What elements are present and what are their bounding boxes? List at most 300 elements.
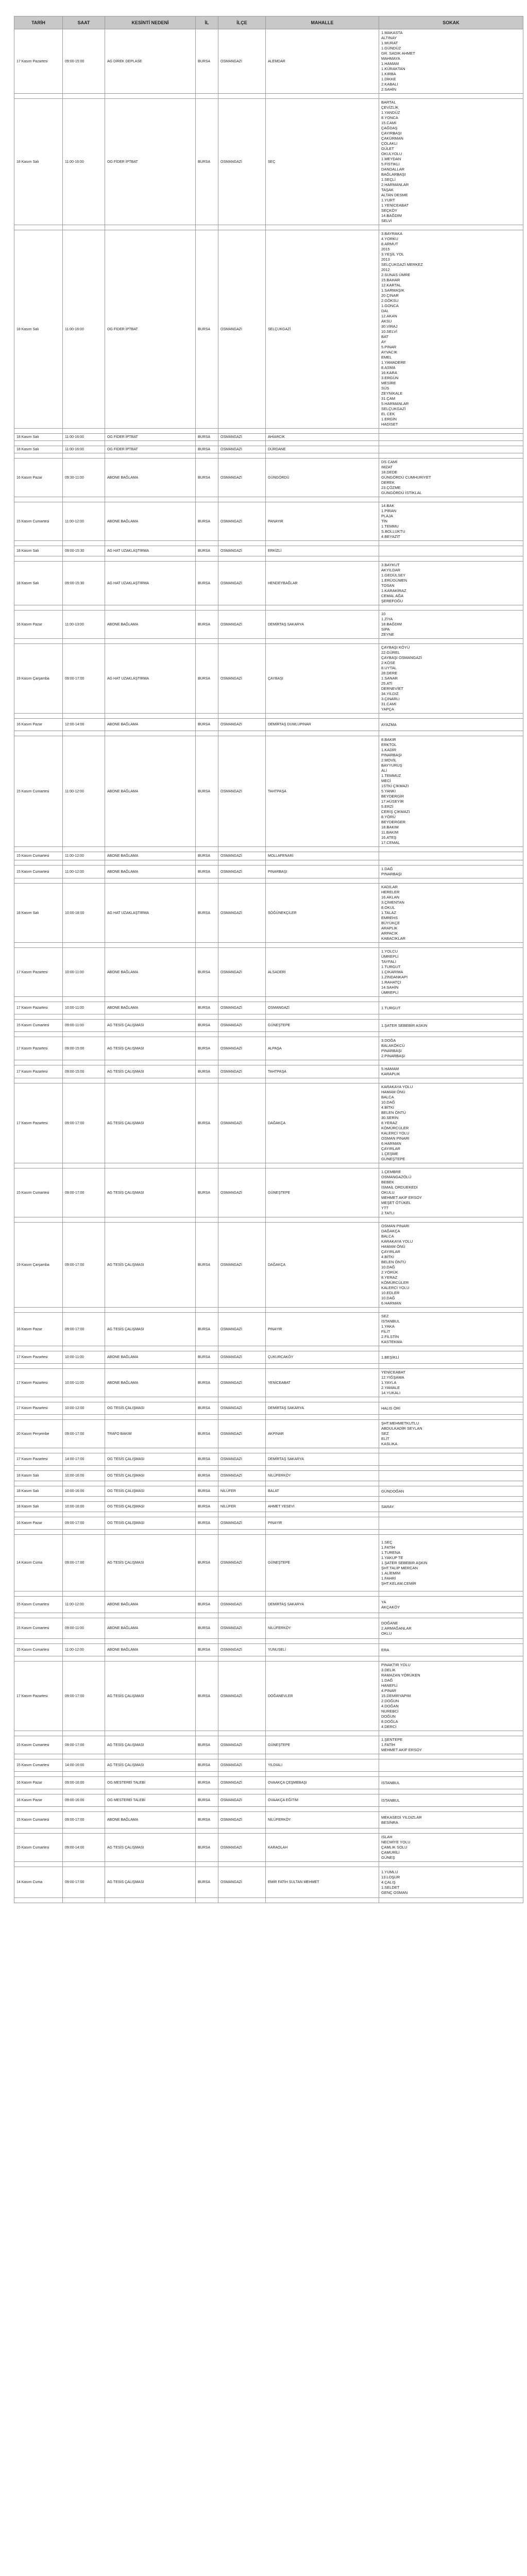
separator-cell	[63, 997, 105, 1002]
cell-saat: 09:00-11:00	[63, 1618, 105, 1639]
separator-cell	[105, 1862, 196, 1867]
cell-saat: 09:00-17:00	[63, 1168, 105, 1217]
cell-ilce: OSMANGAZİ	[218, 1759, 266, 1772]
separator-cell	[218, 1448, 266, 1453]
cell-il: BURSA	[196, 1618, 218, 1639]
separator-cell	[218, 1415, 266, 1420]
cell-mahalle: DOĞANEVLER	[266, 1662, 379, 1731]
separator-cell	[266, 1497, 379, 1502]
cell-tarih: 14 Kasım Cuma	[14, 1535, 63, 1591]
separator-cell	[14, 1731, 63, 1736]
separator-cell	[218, 1898, 266, 1903]
cell-tarih: 17 Kasım Pazartesi	[14, 1402, 63, 1415]
separator-cell	[218, 1060, 266, 1065]
separator-cell	[218, 556, 266, 562]
header-neden: KESİNTİ NEDENİ	[105, 16, 196, 29]
separator-cell	[379, 878, 523, 884]
table-row	[14, 230, 523, 429]
separator-cell	[196, 94, 218, 99]
separator-cell	[14, 1789, 63, 1794]
cell-neden: AG TESİS ÇALIŞMASI	[105, 1037, 196, 1060]
separator-cell	[105, 441, 196, 446]
separator-cell	[14, 556, 63, 562]
cell-mahalle: NİLÜFERKÖY	[266, 1812, 379, 1828]
table-row	[14, 852, 523, 860]
cell-ilce: OSMANGAZİ	[218, 1002, 266, 1014]
separator-cell	[14, 1754, 63, 1759]
separator-cell	[105, 1466, 196, 1471]
cell-sokak: 1.YOLCU ÜMREPLİ TAYFALI 1.TURGUT 1.ÇIKARIMA 1.ZİNDANKAPI 1.RAHATÇI 14.SAHİN ÜMREPLİ	[379, 948, 523, 997]
cell-neden: OG FİDER İPTBAT	[105, 446, 196, 453]
cell-il: BURSA	[196, 1168, 218, 1217]
separator-cell	[379, 1217, 523, 1223]
cell-neden: ABONE BAĞLAMA	[105, 1618, 196, 1639]
cell-neden: ABONE BAĞLAMA	[105, 1812, 196, 1828]
cell-mahalle: KARAOLAH	[266, 1834, 379, 1862]
cell-mahalle: DEMİRTAŞ DUMLUPINAR	[266, 719, 379, 731]
cell-ilce: OSMANGAZİ	[218, 459, 266, 497]
cell-il: BURSA	[196, 1453, 218, 1466]
table-row	[14, 29, 523, 94]
separator-cell	[105, 1731, 196, 1736]
separator-cell	[266, 1754, 379, 1759]
separator-row	[14, 847, 523, 852]
separator-cell	[63, 1481, 105, 1486]
cell-ilce: OSMANGAZİ	[218, 434, 266, 441]
cell-sokak: SARAY	[379, 1502, 523, 1512]
cell-sokak	[379, 1453, 523, 1466]
cell-tarih: 17 Kasım Pazartesi	[14, 1037, 63, 1060]
cell-il: BURSA	[196, 736, 218, 847]
separator-cell	[63, 1862, 105, 1867]
cell-neden: OG TESİS ÇALIŞMASI	[105, 1517, 196, 1530]
cell-mahalle: GÜNEŞTEPE	[266, 1020, 379, 1032]
separator-cell	[63, 1731, 105, 1736]
separator-cell	[379, 1415, 523, 1420]
separator-cell	[218, 1512, 266, 1517]
separator-cell	[63, 714, 105, 719]
cell-mahalle: HENDEYBAĞLAR	[266, 562, 379, 605]
cell-saat: 09:00-14:00	[63, 1834, 105, 1862]
cell-neden: AG HAT UZAKLAŞTIRMA	[105, 884, 196, 943]
separator-cell	[266, 1364, 379, 1369]
table-row	[14, 1618, 523, 1639]
separator-cell	[196, 1772, 218, 1777]
cell-tarih: 15 Kasım Cumartesi	[14, 852, 63, 860]
separator-cell	[63, 1497, 105, 1502]
cell-sokak	[379, 1517, 523, 1530]
cell-sokak: İSTANBUL	[379, 1777, 523, 1789]
cell-sokak: 1.BEŞİKLİ	[379, 1351, 523, 1364]
separator-cell	[218, 639, 266, 644]
cell-il: BURSA	[196, 446, 218, 453]
cell-neden: AG TESİS ÇALIŞMASI	[105, 1834, 196, 1862]
separator-cell	[379, 556, 523, 562]
table-row	[14, 1834, 523, 1862]
cell-il: BURSA	[196, 1351, 218, 1364]
separator-row	[14, 1415, 523, 1420]
cell-mahalle: PANAYIR	[266, 502, 379, 541]
cell-mahalle: NİLÜFERKÖY	[266, 1471, 379, 1481]
separator-row	[14, 1789, 523, 1794]
separator-cell	[63, 1308, 105, 1313]
separator-cell	[379, 1364, 523, 1369]
separator-cell	[266, 1163, 379, 1168]
separator-cell	[218, 429, 266, 434]
cell-sokak: KARAKAYA YOLU HAMAM ÖNÜ BALCA 10.DAĞ 4.BİTKİ BELEN ÖNTÜ 30.SERİN 8.YERAZ KÖMÜRCÜLER KALERCİ YOLU OSMAN PINARI 6.HARMAN ÇAYIRLAR 1.ÇEŞME GÜNEŞTEPE	[379, 1083, 523, 1163]
separator-cell	[379, 1163, 523, 1168]
cell-saat: 12:00-14:00	[63, 719, 105, 731]
separator-row	[14, 878, 523, 884]
cell-ilce: OSMANGAZİ	[218, 644, 266, 714]
separator-cell	[218, 1032, 266, 1037]
cell-mahalle: DÜRDANE	[266, 446, 379, 453]
separator-cell	[218, 1789, 266, 1794]
separator-cell	[379, 639, 523, 644]
separator-cell	[14, 94, 63, 99]
table-row	[14, 948, 523, 997]
cell-tarih: 16 Kasım Pazar	[14, 719, 63, 731]
separator-cell	[218, 541, 266, 546]
cell-ilce: OSMANGAZİ	[218, 719, 266, 731]
cell-tarih: 16 Kasım Pazar	[14, 1777, 63, 1789]
separator-cell	[218, 1807, 266, 1812]
separator-cell	[105, 1828, 196, 1834]
separator-cell	[105, 1613, 196, 1618]
separator-cell	[196, 1497, 218, 1502]
cell-sokak: 3.DOĞA BALAKÖKCÜ PINARBAŞI 2.PINARBAŞI	[379, 1037, 523, 1060]
separator-cell	[14, 1415, 63, 1420]
cell-saat: 09:00-17:00	[63, 1736, 105, 1754]
cell-mahalle: AKPINAR	[266, 1420, 379, 1448]
separator-cell	[63, 1639, 105, 1644]
cell-neden: AG TESİS ÇALIŞMASI	[105, 1867, 196, 1898]
separator-cell	[14, 1772, 63, 1777]
separator-cell	[196, 714, 218, 719]
separator-cell	[266, 556, 379, 562]
separator-cell	[196, 1032, 218, 1037]
table-row	[14, 1867, 523, 1898]
separator-cell	[63, 541, 105, 546]
cell-sokak	[379, 546, 523, 556]
separator-cell	[218, 1364, 266, 1369]
separator-row	[14, 1308, 523, 1313]
separator-cell	[196, 731, 218, 736]
separator-row	[14, 1032, 523, 1037]
cell-tarih: 15 Kasım Cumartesi	[14, 1834, 63, 1862]
separator-cell	[266, 1032, 379, 1037]
separator-cell	[196, 1613, 218, 1618]
separator-cell	[266, 1591, 379, 1597]
separator-cell	[63, 1530, 105, 1535]
separator-cell	[14, 1613, 63, 1618]
cell-neden: AG TESİS ÇALIŞMASI	[105, 1662, 196, 1731]
cell-saat: 09:00-17:00	[63, 1083, 105, 1163]
separator-cell	[266, 1060, 379, 1065]
table-row	[14, 562, 523, 605]
cell-sokak: GÜNDOĞAN	[379, 1486, 523, 1497]
separator-cell	[196, 997, 218, 1002]
cell-ilce: OSMANGAZİ	[218, 1812, 266, 1828]
cell-neden: ABONE BAĞLAMA	[105, 1644, 196, 1656]
separator-row	[14, 1591, 523, 1597]
separator-cell	[379, 497, 523, 502]
cell-neden: ABONE BAĞLAMA	[105, 736, 196, 847]
table-row	[14, 1037, 523, 1060]
cell-ilce: OSMANGAZİ	[218, 1662, 266, 1731]
cell-saat: 09:00-17:00	[63, 1867, 105, 1898]
separator-cell	[14, 1346, 63, 1351]
cell-saat: 11:00-12:00	[63, 1597, 105, 1613]
separator-row	[14, 1346, 523, 1351]
separator-row	[14, 1078, 523, 1083]
separator-cell	[266, 453, 379, 459]
cell-sokak: 3.BAYKUT AKYILDAR 1.GEDÜLSEY 1.ERÜGÜMEN TOSAN 1.KARAKİRAZ CEMAL AĞA ŞEREFOĞU	[379, 562, 523, 605]
cell-il: BURSA	[196, 99, 218, 225]
separator-cell	[196, 1163, 218, 1168]
separator-row	[14, 1656, 523, 1662]
separator-cell	[218, 1308, 266, 1313]
cell-sokak	[379, 1759, 523, 1772]
cell-il: BURSA	[196, 1644, 218, 1656]
table-row	[14, 1535, 523, 1591]
cell-tarih: 18 Kasım Salı	[14, 1502, 63, 1512]
cell-il: BURSA	[196, 1502, 218, 1512]
separator-cell	[218, 1656, 266, 1662]
separator-cell	[379, 1639, 523, 1644]
cell-tarih: 15 Kasım Cumartesi	[14, 1736, 63, 1754]
cell-ilce: OSMANGAZİ	[218, 736, 266, 847]
cell-sokak: 1.SEÇ 1.FATİH 1.TURENA 1.YAKUP TE 1.ŞATER SEBEBIR AŞKIN ŞHT.TALİP MERCAN 1.ALİEMİM 1.FAHRİ ŞHT.KELAM.CEMİR	[379, 1535, 523, 1591]
cell-tarih: 17 Kasım Pazartesi	[14, 948, 63, 997]
separator-cell	[379, 1060, 523, 1065]
separator-cell	[218, 1163, 266, 1168]
separator-cell	[14, 639, 63, 644]
cell-sokak: OSMAN PINARI DAĞAKÇA BALCA KARAKAYA YOLU HAMAM ÖNÜ ÇAYIRLAR 4.BİTKİ BELEN ÖNTÜ 10.DAĞ 2.YÖRÜK 8.YERAZ KÖMÜRCÜLER KALERCİ YOLU 10.EDLER 10.DAĞ 6.HARMAN	[379, 1223, 523, 1308]
cell-neden: OG MESTEREİ TALEBİ	[105, 1777, 196, 1789]
separator-cell	[14, 1217, 63, 1223]
cell-saat: 10:00-18:00	[63, 884, 105, 943]
cell-il: BURSA	[196, 1812, 218, 1828]
separator-row	[14, 453, 523, 459]
cell-saat: 11:00-16:00	[63, 99, 105, 225]
separator-cell	[196, 556, 218, 562]
separator-cell	[105, 1308, 196, 1313]
cell-ilce: OSMANGAZİ	[218, 1351, 266, 1364]
separator-cell	[218, 731, 266, 736]
separator-cell	[266, 1466, 379, 1471]
cell-ilce: OSMANGAZİ	[218, 1420, 266, 1448]
separator-cell	[105, 1807, 196, 1812]
separator-cell	[14, 943, 63, 948]
cell-neden: AG TESİS ÇALIŞMASI	[105, 1736, 196, 1754]
cell-il: BURSA	[196, 1794, 218, 1807]
cell-saat: 14:00-16:00	[63, 1759, 105, 1772]
separator-cell	[218, 1397, 266, 1402]
cell-il: BURSA	[196, 1223, 218, 1308]
cell-neden: AG TESİS ÇALIŞMASI	[105, 1759, 196, 1772]
cell-sokak: ÇAYBAŞI KÖYÜ 22.GÜREL ÇAYBAŞI OSMANGAZİ 2.KÖSE 8.UYTAL 28.DERE 1.SANAR 25.ATİ DERNEVİET 34.YILDIZ 3.ÇINARLI 31.CAMİ YAPÇA	[379, 644, 523, 714]
separator-cell	[63, 1448, 105, 1453]
separator-cell	[105, 1060, 196, 1065]
cell-sokak: YENİCEABAT 12.YIĞŞAMA 1.YAYLA 2.YAMALE 14.YUKALI	[379, 1369, 523, 1397]
separator-cell	[105, 1530, 196, 1535]
separator-cell	[266, 429, 379, 434]
separator-cell	[218, 1497, 266, 1502]
separator-row	[14, 1828, 523, 1834]
cell-ilce: OSMANGAZİ	[218, 1777, 266, 1789]
separator-cell	[218, 1217, 266, 1223]
separator-cell	[63, 1898, 105, 1903]
cell-sokak: DS CAMİ IMZAT 18.DEDE GÜNGÖRDÜ CUMHURİYET DEREK 23.ÇÖZME GÜNGÖRDÜ İSTİKLAL	[379, 459, 523, 497]
cell-tarih: 18 Kasım Salı	[14, 546, 63, 556]
cell-tarih: 18 Kasım Salı	[14, 1486, 63, 1497]
cell-il: BURSA	[196, 852, 218, 860]
separator-cell	[196, 1415, 218, 1420]
table-row	[14, 736, 523, 847]
table-row	[14, 1369, 523, 1397]
separator-row	[14, 1731, 523, 1736]
cell-saat: 14:00-17:00	[63, 1453, 105, 1466]
separator-cell	[105, 1789, 196, 1794]
cell-saat: 10:00-16:00	[63, 1502, 105, 1512]
cell-tarih: 16 Kasım Pazar	[14, 611, 63, 639]
cell-il: BURSA	[196, 1867, 218, 1898]
cell-il: BURSA	[196, 1486, 218, 1497]
separator-cell	[196, 453, 218, 459]
table-row	[14, 459, 523, 497]
cell-saat: 11:00-12:00	[63, 866, 105, 878]
separator-cell	[266, 878, 379, 884]
cell-il: BURSA	[196, 502, 218, 541]
separator-cell	[63, 556, 105, 562]
separator-cell	[63, 1754, 105, 1759]
separator-row	[14, 1364, 523, 1369]
table-row	[14, 502, 523, 541]
cell-tarih: 15 Kasım Cumartesi	[14, 1759, 63, 1772]
cell-mahalle: GÜNEŞTEPE	[266, 1168, 379, 1217]
separator-cell	[105, 639, 196, 644]
separator-cell	[266, 1656, 379, 1662]
table-row	[14, 1002, 523, 1014]
separator-cell	[105, 1772, 196, 1777]
separator-cell	[63, 1014, 105, 1020]
cell-ilce: OSMANGAZİ	[218, 1597, 266, 1613]
separator-cell	[105, 1754, 196, 1759]
separator-cell	[14, 429, 63, 434]
separator-cell	[63, 605, 105, 611]
cell-tarih: 15 Kasım Cumartesi	[14, 1644, 63, 1656]
separator-cell	[379, 1530, 523, 1535]
separator-cell	[105, 1364, 196, 1369]
table-row	[14, 884, 523, 943]
cell-ilce: OSMANGAZİ	[218, 1037, 266, 1060]
separator-cell	[105, 714, 196, 719]
cell-ilce: OSMANGAZİ	[218, 1535, 266, 1591]
cell-mahalle: ÇUKURCAKÖY	[266, 1351, 379, 1364]
separator-cell	[379, 943, 523, 948]
separator-cell	[196, 605, 218, 611]
cell-saat: 09:00-17:00	[63, 1535, 105, 1591]
cell-neden: ABONE BAĞLAMA	[105, 1369, 196, 1397]
outage-table-wrapper	[14, 16, 523, 1903]
cell-tarih: 16 Kasım Pazar	[14, 1794, 63, 1807]
separator-cell	[105, 497, 196, 502]
separator-cell	[266, 731, 379, 736]
cell-il: BURSA	[196, 948, 218, 997]
cell-mahalle: ERKİZLİ	[266, 546, 379, 556]
separator-cell	[266, 639, 379, 644]
cell-saat: 09:00-16:00	[63, 1794, 105, 1807]
separator-cell	[379, 1656, 523, 1662]
separator-cell	[63, 1613, 105, 1618]
separator-cell	[63, 860, 105, 866]
cell-saat: 11:00-12:00	[63, 852, 105, 860]
separator-cell	[63, 94, 105, 99]
separator-cell	[63, 1415, 105, 1420]
separator-cell	[266, 94, 379, 99]
cell-ilce: OSMANGAZİ	[218, 1618, 266, 1639]
separator-cell	[218, 1828, 266, 1834]
table-row	[14, 1794, 523, 1807]
table-row	[14, 611, 523, 639]
separator-cell	[266, 847, 379, 852]
cell-neden: AG TESİS ÇALIŞMASI	[105, 1065, 196, 1078]
separator-cell	[196, 1656, 218, 1662]
cell-saat: 09:00-17:00	[63, 1223, 105, 1308]
separator-cell	[379, 429, 523, 434]
separator-row	[14, 997, 523, 1002]
separator-cell	[266, 225, 379, 230]
cell-il: BURSA	[196, 1834, 218, 1862]
table-row	[14, 1736, 523, 1754]
cell-saat: 10:00-11:00	[63, 1002, 105, 1014]
cell-saat: 09:30-11:00	[63, 459, 105, 497]
cell-il: BURSA	[196, 434, 218, 441]
header-row	[14, 16, 523, 29]
separator-row	[14, 429, 523, 434]
separator-cell	[266, 1807, 379, 1812]
cell-ilce: OSMANGAZİ	[218, 1402, 266, 1415]
separator-cell	[14, 497, 63, 502]
separator-cell	[379, 1397, 523, 1402]
cell-saat: 09:00-17:00	[63, 1517, 105, 1530]
cell-mahalle: DEMİRTAŞ SAKARYA	[266, 1402, 379, 1415]
separator-row	[14, 1613, 523, 1618]
cell-il: BURSA	[196, 1020, 218, 1032]
separator-cell	[266, 1512, 379, 1517]
table-row	[14, 1662, 523, 1731]
separator-cell	[379, 541, 523, 546]
cell-tarih: 15 Kasım Cumartesi	[14, 1618, 63, 1639]
table-row	[14, 1351, 523, 1364]
cell-neden: OG TESİS ÇALIŞMASI	[105, 1486, 196, 1497]
outage-table	[14, 16, 523, 1903]
cell-tarih: 17 Kasım Pazartesi	[14, 1083, 63, 1163]
cell-tarih: 17 Kasım Pazartesi	[14, 1662, 63, 1731]
separator-cell	[196, 1862, 218, 1867]
cell-il: BURSA	[196, 1402, 218, 1415]
separator-cell	[105, 731, 196, 736]
separator-cell	[266, 1613, 379, 1618]
cell-tarih: 15 Kasım Cumartesi	[14, 1812, 63, 1828]
cell-neden: AG TESİS ÇALIŞMASI	[105, 1168, 196, 1217]
separator-cell	[218, 1481, 266, 1486]
separator-cell	[218, 1613, 266, 1618]
cell-saat: 10:00-12:00	[63, 1402, 105, 1415]
cell-mahalle: PINARBAŞI	[266, 866, 379, 878]
cell-ilce: OSMANGAZİ	[218, 948, 266, 997]
